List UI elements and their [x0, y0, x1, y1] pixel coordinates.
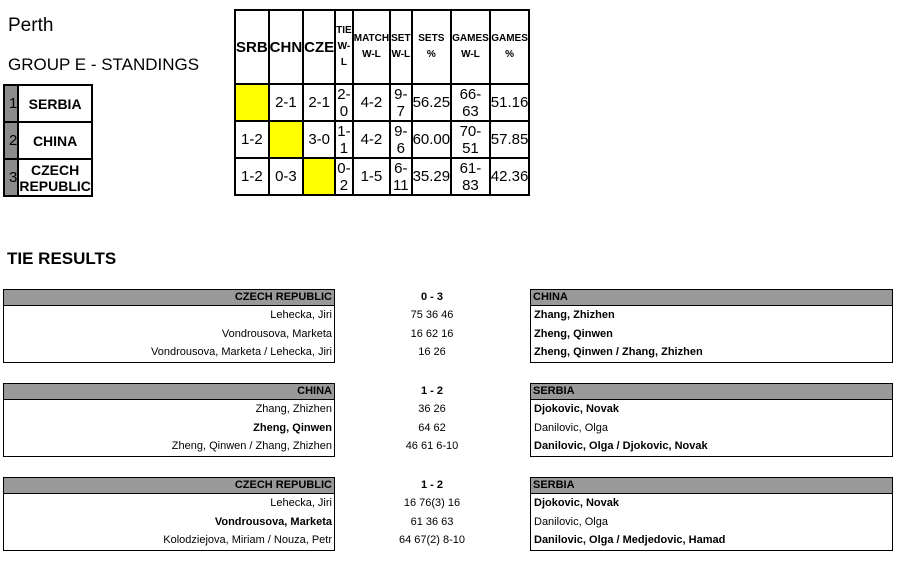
- column-header-line1: GAMES: [491, 33, 528, 44]
- column-header: CZE: [303, 10, 335, 84]
- tie-header: [3, 477, 891, 494]
- right-player: Zheng, Qinwen: [534, 327, 613, 340]
- match-score: 64 67(2) 8-10: [398, 534, 466, 547]
- table-cell: 66-63: [451, 84, 490, 121]
- tie-header: [3, 383, 891, 400]
- column-header-line1: SET: [391, 33, 411, 44]
- table-cell: 61-83: [451, 158, 490, 195]
- column-header: [335, 10, 353, 84]
- column-header: CHN: [269, 10, 304, 84]
- left-players-column: [3, 400, 335, 457]
- left-player: Vondrousova, Marketa / Lehecka, Jiri: [151, 346, 332, 359]
- right-player: Danilovic, Olga / Djokovic, Novak: [534, 440, 708, 453]
- table-row: [4, 122, 92, 159]
- column-header: [412, 10, 452, 84]
- standings-header: [3, 9, 234, 84]
- table-cell: 1-2: [235, 158, 269, 195]
- table-cell: 42.36: [490, 158, 530, 195]
- tie-right-team: SERBIA: [530, 383, 893, 400]
- table-cell: 1-5: [353, 158, 390, 195]
- tie-matches: [3, 494, 891, 551]
- table-row: [4, 85, 92, 122]
- match-score: 61 36 63: [410, 515, 454, 528]
- table-cell: 9-7: [390, 84, 411, 121]
- table-cell: 6-11: [390, 158, 411, 195]
- tie-matches: [3, 400, 891, 457]
- tie-matches: [3, 306, 891, 363]
- left-players-column: [3, 494, 335, 551]
- table-cell: 0-3: [269, 158, 304, 195]
- table-cell: 2-1: [269, 84, 304, 121]
- rank-cell: 1: [4, 85, 18, 122]
- table-cell: 1-2: [235, 121, 269, 158]
- match-score: 16 26: [418, 346, 446, 359]
- right-players-column: [530, 306, 893, 363]
- tie-left-team: CZECH REPUBLIC: [3, 289, 335, 306]
- table-cell: 4-2: [353, 84, 390, 121]
- rank-cell: 2: [4, 122, 18, 159]
- standings-team-column: [3, 84, 93, 197]
- standings-table: [234, 9, 530, 196]
- table-row: [235, 121, 529, 158]
- table-cell: 2-0: [335, 84, 353, 121]
- team-name: CZECH REPUBLIC: [18, 159, 92, 196]
- scores-column: [336, 494, 528, 550]
- right-player: Djokovic, Novak: [534, 403, 619, 415]
- table-cell: 35.29: [412, 158, 452, 195]
- standings-header-row: [235, 10, 529, 84]
- column-header-line2: W-L: [337, 41, 351, 68]
- match-score: 64 62: [418, 421, 446, 434]
- team-name: CHINA: [18, 122, 92, 159]
- tie-block: [3, 477, 891, 551]
- match-score: 16 76(3) 16: [403, 497, 461, 509]
- match-score: 36 26: [418, 403, 446, 415]
- right-player: Djokovic, Novak: [534, 497, 619, 509]
- column-header-line1: SETS: [418, 33, 445, 44]
- tie-header: [3, 289, 891, 306]
- column-header: [353, 10, 390, 84]
- city-title: Perth: [8, 15, 54, 36]
- table-cell: 2-1: [303, 84, 335, 121]
- right-players-column: [530, 400, 893, 457]
- table-row: [235, 84, 529, 121]
- tie-right-team: CHINA: [530, 289, 893, 306]
- right-players-column: [530, 494, 893, 551]
- tie-score: 0 - 3: [420, 291, 443, 303]
- team-name: SERBIA: [18, 85, 92, 122]
- column-header-line2: %: [505, 49, 514, 60]
- left-player: Vondrousova, Marketa: [214, 515, 332, 528]
- column-header-line1: MATCH: [353, 33, 390, 44]
- tie-left-team: CZECH REPUBLIC: [3, 477, 335, 494]
- self-match-cell: [269, 121, 304, 158]
- right-player: Danilovic, Olga: [534, 421, 608, 434]
- column-header-line2: W-L: [391, 49, 411, 60]
- right-player: Zhang, Zhizhen: [534, 309, 615, 321]
- tie-score: 1 - 2: [420, 479, 443, 491]
- column-header: SRB: [235, 10, 269, 84]
- table-cell: 57.85: [490, 121, 530, 158]
- left-player: Zheng, Qinwen / Zhang, Zhizhen: [171, 440, 332, 453]
- table-cell: 56.25: [412, 84, 452, 121]
- column-header-line1: TIE: [336, 25, 352, 36]
- column-header: [451, 10, 490, 84]
- left-player: Zheng, Qinwen: [253, 421, 332, 434]
- right-player: Danilovic, Olga / Medjedovic, Hamad: [534, 534, 726, 547]
- left-player: Vondrousova, Marketa: [221, 327, 332, 340]
- match-score: 75 36 46: [410, 309, 454, 321]
- table-cell: 9-6: [390, 121, 411, 158]
- tie-score: 1 - 2: [420, 385, 443, 397]
- right-player: Zheng, Qinwen / Zhang, Zhizhen: [534, 346, 703, 359]
- rank-cell: 3: [4, 159, 18, 196]
- self-match-cell: [303, 158, 335, 195]
- table-cell: 4-2: [353, 121, 390, 158]
- column-header-line2: W-L: [461, 49, 480, 60]
- tie-results-title: TIE RESULTS: [7, 249, 117, 268]
- self-match-cell: [235, 84, 269, 121]
- match-score: 16 62 16: [410, 327, 454, 340]
- tie-right-team: SERBIA: [530, 477, 893, 494]
- left-player: Zhang, Zhizhen: [255, 403, 332, 415]
- table-cell: 70-51: [451, 121, 490, 158]
- group-title: GROUP E - STANDINGS: [8, 55, 200, 74]
- column-header-line1: GAMES: [452, 33, 489, 44]
- left-player: Lehecka, Jiri: [270, 309, 332, 321]
- scores-column: [336, 306, 528, 362]
- column-header-line2: %: [426, 49, 436, 60]
- column-header: [490, 10, 530, 84]
- tie-block: [3, 289, 891, 363]
- table-cell: 3-0: [303, 121, 335, 158]
- column-header-line2: W-L: [362, 49, 381, 60]
- scores-column: [336, 400, 528, 456]
- table-row: [4, 159, 92, 196]
- table-row: [235, 158, 529, 195]
- table-cell: 0-2: [335, 158, 353, 195]
- column-header: [390, 10, 411, 84]
- tie-block: [3, 383, 891, 457]
- table-cell: 60.00: [412, 121, 452, 158]
- table-cell: 1-1: [335, 121, 353, 158]
- left-player: Kolodziejova, Miriam / Nouza, Petr: [163, 534, 332, 547]
- table-cell: 51.16: [490, 84, 530, 121]
- match-score: 46 61 6-10: [405, 440, 459, 453]
- left-player: Lehecka, Jiri: [270, 497, 332, 509]
- tie-left-team: CHINA: [3, 383, 335, 400]
- right-player: Danilovic, Olga: [534, 515, 608, 528]
- left-players-column: [3, 306, 335, 363]
